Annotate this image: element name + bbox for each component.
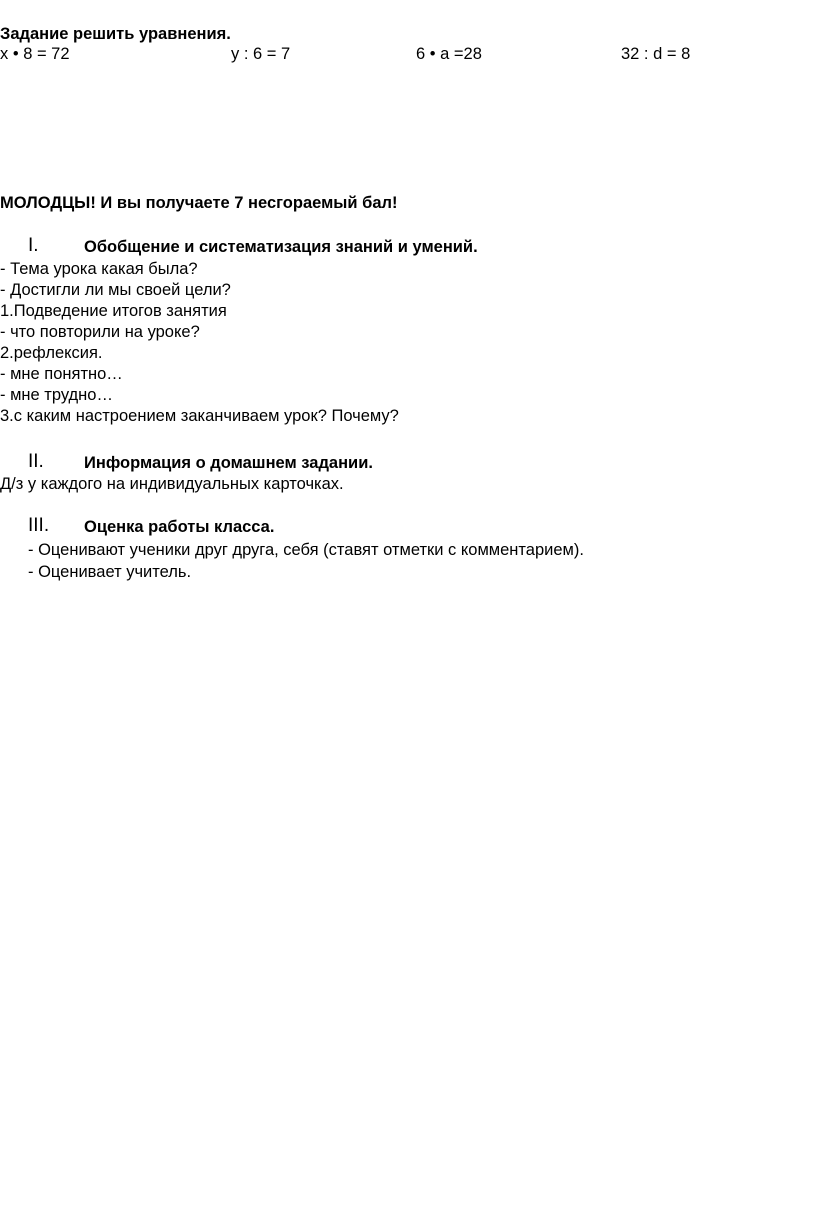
section-1-line: 2.рефлексия. [0,344,103,362]
section-2-title: Информация о домашнем задании. [84,454,373,472]
section-1-line: - мне понятно… [0,365,123,383]
section-3-numeral: III. [28,515,50,536]
section-1-line: - мне трудно… [0,386,113,404]
section-1-line: 1.Подведение итогов занятия [0,302,227,320]
section-2-line: Д/з у каждого на индивидуальных карточках. [0,475,344,493]
section-1-line: - Тема урока какая была? [0,260,198,278]
equation-3: 6 • a =28 [416,45,482,63]
task-title: Задание решить уравнения. [0,25,231,43]
equation-4: 32 : d = 8 [621,45,691,63]
section-3-line: - Оценивают ученики друг друга, себя (ставят отметки с комментарием). [28,541,584,559]
section-1-title: Обобщение и систематизация знаний и умений. [84,238,478,256]
section-2-numeral: II. [28,451,44,472]
section-1-line: 3.с каким настроением заканчиваем урок? Почему? [0,407,399,425]
section-1-line: - Достигли ли мы своей цели? [0,281,231,299]
praise-text: МОЛОДЦЫ! И вы получаете 7 несгораемый бал! [0,194,398,212]
equation-1: x • 8 = 72 [0,45,70,63]
equation-2: y : 6 = 7 [231,45,291,63]
section-1-numeral: I. [28,235,39,256]
section-3-title: Оценка работы класса. [84,518,275,536]
section-1-line: - что повторили на уроке? [0,323,200,341]
section-3-line: - Оценивает учитель. [28,563,192,581]
